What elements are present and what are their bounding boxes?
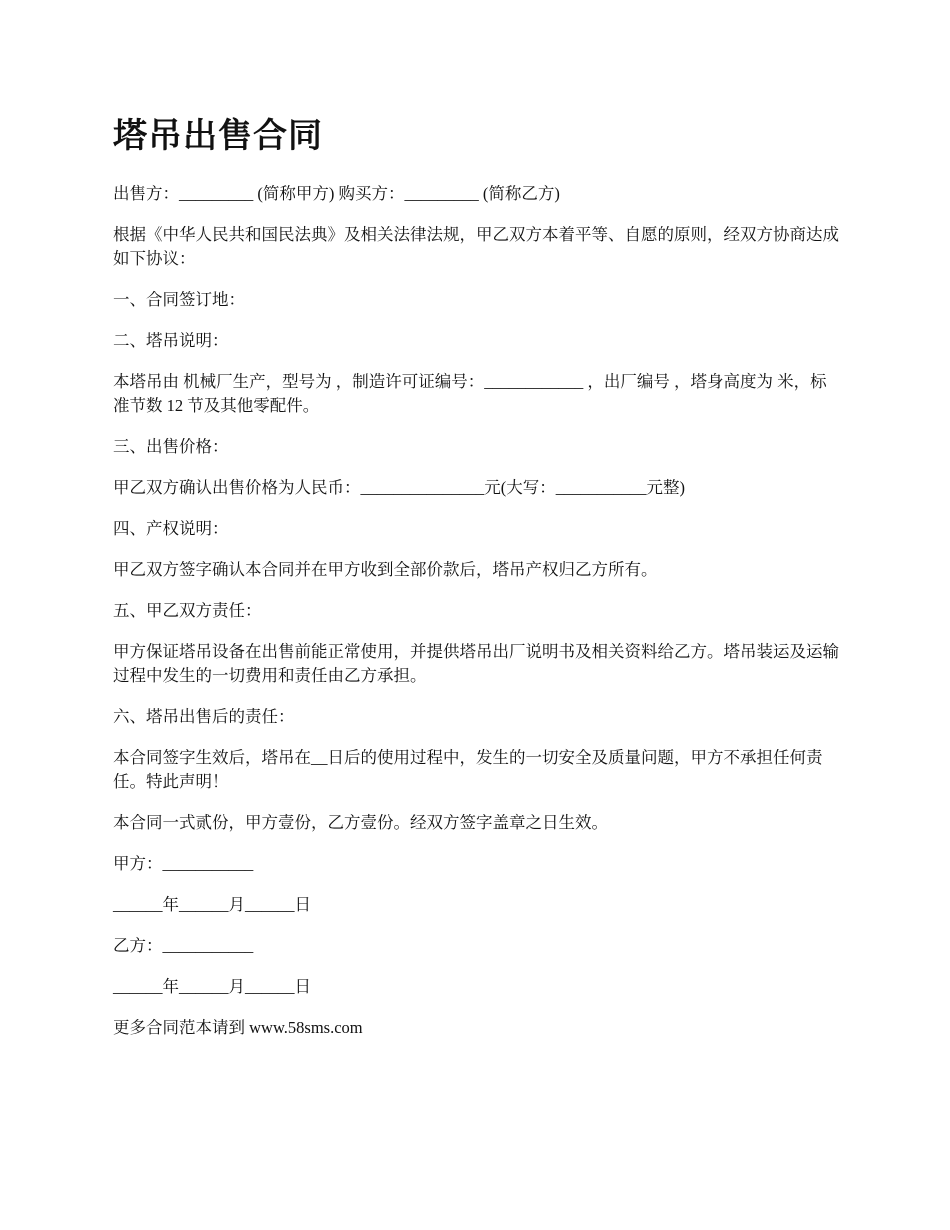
- footer-website-line: 更多合同范本请到 www.58sms.com: [113, 1018, 363, 1037]
- section-heading-crane-description: 二、塔吊说明：: [113, 331, 229, 350]
- section-heading-signing-place: 一、合同签订地：: [113, 290, 245, 309]
- preamble-paragraph: 根据《中华人民共和国民法典》及相关法律法规，甲乙双方本着平等、自愿的原则，经双方协商达成如下协议：: [113, 225, 839, 268]
- party-a-signature-line: 甲方：___________: [113, 854, 254, 873]
- party-line: 出售方：_________ (简称甲方) 购买方：_________ (简称乙方): [113, 184, 560, 203]
- document-title: 塔吊出售合同: [113, 116, 323, 156]
- crane-description-paragraph: 本塔吊由 机械厂生产，型号为 ，制造许可证编号：____________ ，出厂编号 ，塔身高度为 米，标准节数 12 节及其他零配件。: [113, 372, 827, 415]
- section-heading-after-sale: 六、塔吊出售后的责任：: [113, 707, 295, 726]
- section-heading-price: 三、出售价格：: [113, 437, 229, 456]
- party-b-date-line: ______年______月______日: [113, 977, 311, 996]
- party-a-date-line: ______年______月______日: [113, 895, 311, 914]
- after-sale-paragraph: 本合同签字生效后，塔吊在__日后的使用过程中，发生的一切安全及质量问题，甲方不承担任何责任。特此声明！: [113, 748, 823, 791]
- section-heading-ownership: 四、产权说明：: [113, 519, 229, 538]
- party-b-signature-line: 乙方：___________: [113, 936, 254, 955]
- ownership-paragraph: 甲乙双方签字确认本合同并在甲方收到全部价款后，塔吊产权归乙方所有。: [113, 560, 658, 579]
- copies-paragraph: 本合同一式贰份，甲方壹份，乙方壹份。经双方签字盖章之日生效。: [113, 813, 608, 832]
- contract-document: [113, 112, 843, 1057]
- responsibilities-paragraph: 甲方保证塔吊设备在出售前能正常使用，并提供塔吊出厂说明书及相关资料给乙方。塔吊装运及运输过程中发生的一切费用和责任由乙方承担。: [113, 642, 839, 685]
- section-heading-responsibilities: 五、甲乙双方责任：: [113, 601, 262, 620]
- price-paragraph: 甲乙双方确认出售价格为人民币：_______________元(大写：___________元整): [113, 478, 685, 497]
